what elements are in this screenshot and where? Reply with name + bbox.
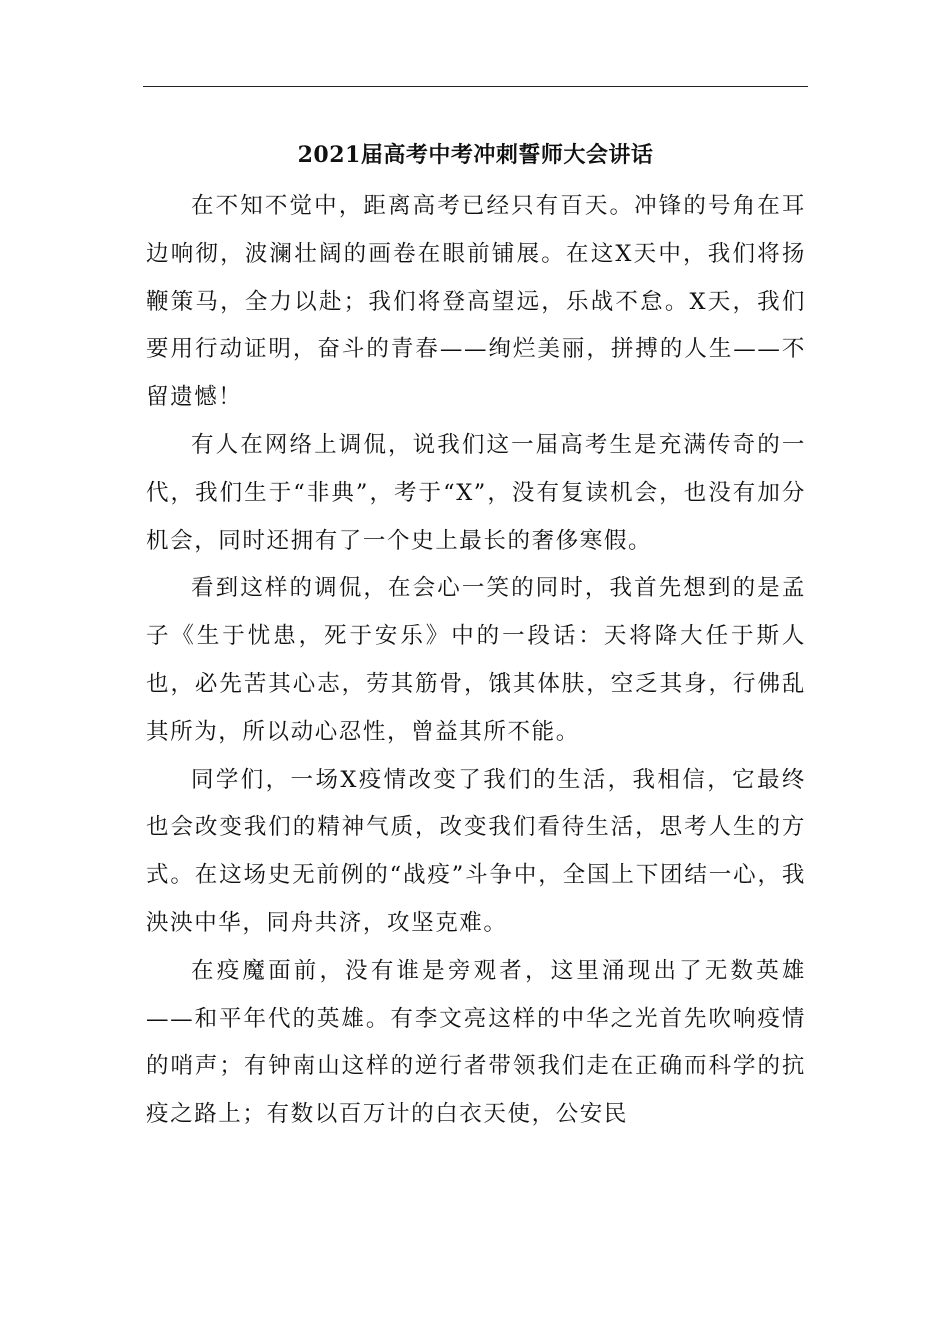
paragraph: 看到这样的调侃，在会心一笑的同时，我首先想到的是孟子《生于忧患，死于安乐》中的一段话：天将降大任于斯人也，必先苦其心志，劳其筋骨，饿其体肤，空乏其身，行佛乱其所为，所以动心忍性，曾益其所不能。	[146, 575, 806, 745]
paragraph: 同学们，一场X疫情改变了我们的生活，我相信，它最终也会改变我们的精神气质，改变我们看待生活，思考人生的方式。在这场史无前例的“战疫”斗争中，全国上下团结一心，我泱泱中华，同舟共济，攻坚克难。	[146, 766, 806, 936]
paragraph: 在不知不觉中，距离高考已经只有百天。冲锋的号角在耳边响彻，波澜壮阔的画卷在眼前铺展。在这X天中，我们将扬鞭策马，全力以赴；我们将登高望远，乐战不怠。X天，我们要用行动证明，奋斗的青春——绚烂美丽，拼搏的人生——不留遗憾！	[146, 193, 806, 411]
document-body	[146, 183, 806, 1139]
header-rule	[143, 86, 808, 87]
paragraph: 在疫魔面前，没有谁是旁观者，这里涌现出了无数英雄——和平年代的英雄。有李文亮这样的中华之光首先吹响疫情的哨声；有钟南山这样的逆行者带领我们走在正确而科学的抗疫之路上；有数以百万计的白衣天使，公安民	[146, 957, 806, 1128]
document-title: 2021届高考中考冲刺誓师大会讲话	[297, 142, 654, 168]
paragraph: 有人在网络上调侃，说我们这一届高考生是充满传奇的一代，我们生于“非典”，考于“X”，没有复读机会，也没有加分机会，同时还拥有了一个史上最长的奢侈寒假。	[146, 431, 806, 554]
